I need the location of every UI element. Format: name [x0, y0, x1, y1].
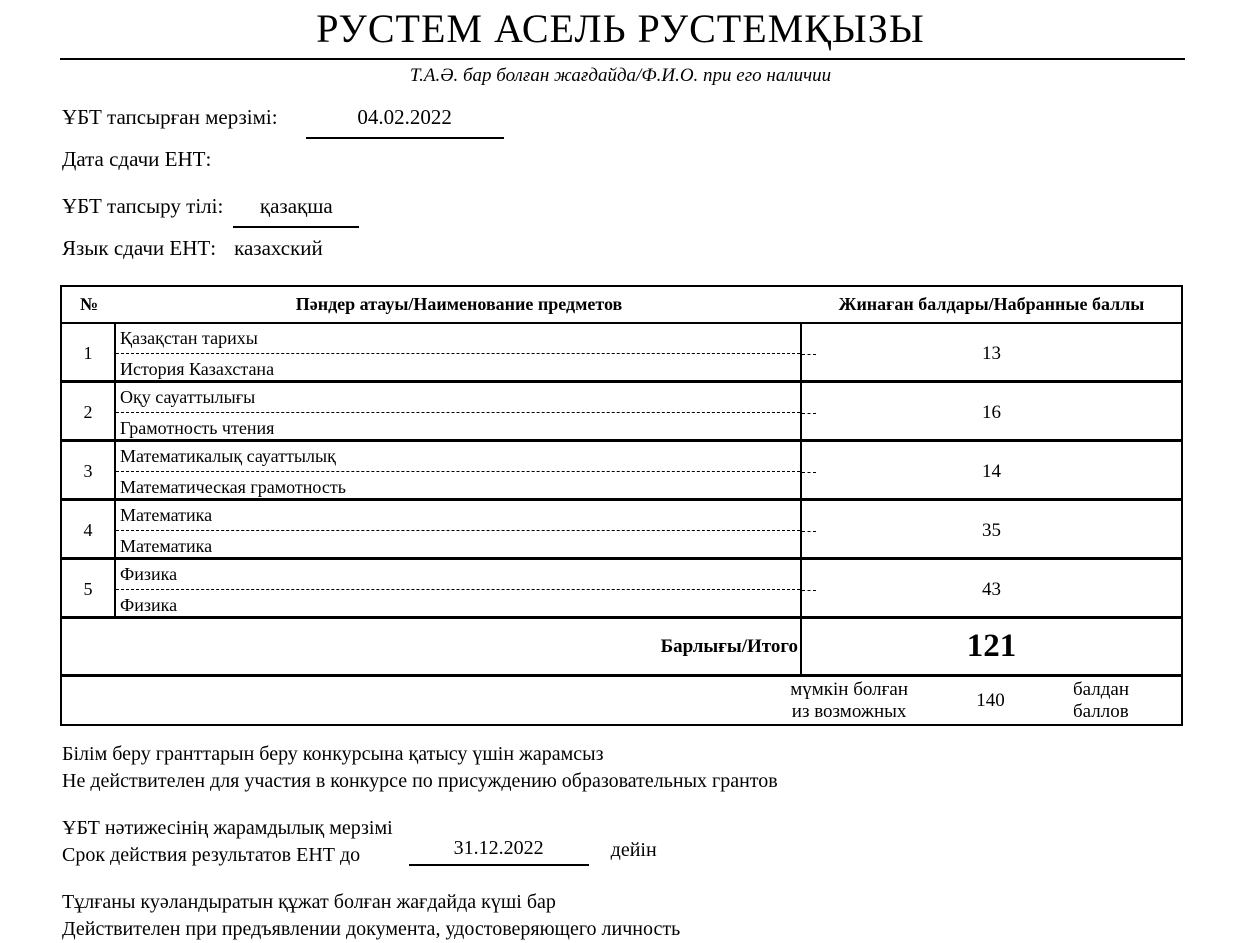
ent-language-row-kk [62, 191, 1241, 228]
score-cell: 13 [802, 324, 1181, 383]
identity-note-ru: Действителен при предъявлении документа, удостоверяющего личность [62, 918, 681, 940]
subject-cell [116, 324, 802, 383]
table-header-row [62, 287, 1181, 324]
subject-cell [116, 501, 802, 560]
row-number: 5 [62, 560, 116, 619]
title-caption: Т.А.Ә. бар болған жағдайда/Ф.И.О. при его наличии [409, 65, 832, 86]
score-cell: 16 [802, 383, 1181, 442]
validity-label-ru: Срок действия результатов ЕНТ до [62, 844, 361, 866]
ent-certificate-page [0, 6, 1241, 940]
possible-unit [1073, 679, 1181, 723]
subject-ru: Грамотность чтения [120, 418, 275, 438]
header-number: № [79, 294, 99, 314]
header-subject: Пәндер атауы/Наименование предметов [295, 294, 623, 314]
subject-cell [116, 442, 802, 501]
possible-value: 140 [976, 689, 1005, 711]
row-number: 3 [62, 442, 116, 501]
ent-date-label-ru: Дата сдачи ЕНТ: [62, 147, 212, 171]
title-underline [60, 58, 1185, 60]
identity-note [62, 889, 1241, 943]
total-score: 121 [966, 628, 1017, 664]
ent-language-label-kk: ҰБТ тапсыру тілі: [62, 194, 224, 218]
table-row [62, 383, 1181, 442]
subject-kk: Физика [116, 560, 800, 590]
ent-date-value: 04.02.2022 [306, 102, 504, 139]
table-row [62, 560, 1181, 619]
row-number: 4 [62, 501, 116, 560]
ent-date-row-ru [62, 144, 1241, 174]
page-title: РУСТЕМ АСЕЛЬ РУСТЕМҚЫЗЫ [316, 6, 925, 51]
row-number: 1 [62, 324, 116, 383]
possible-unit-ru: баллов [1073, 700, 1129, 722]
scores-table [60, 285, 1183, 726]
subject-ru: Физика [120, 595, 178, 615]
validity-until-label: дейін [610, 839, 657, 861]
grant-note [62, 741, 1241, 795]
table-row [62, 501, 1181, 560]
possible-label [790, 679, 908, 723]
grant-note-kk: Білім беру гранттарын беру конкурсына қатысу үшін жарамсыз [62, 743, 604, 765]
subject-kk: Оқу сауаттылығы [116, 383, 800, 413]
table-row [62, 324, 1181, 383]
header-score: Жинаған балдары/Набранные баллы [838, 294, 1145, 314]
subject-kk: Математикалық сауаттылық [116, 442, 800, 472]
subject-cell [116, 383, 802, 442]
validity-date: 31.12.2022 [409, 837, 589, 866]
possible-label-ru: из возможных [791, 700, 907, 722]
ent-date-label-kk: ҰБТ тапсырған мерзімі: [62, 105, 278, 129]
ent-date-row-kk [62, 102, 1241, 139]
possible-label-kk: мүмкін болған [790, 678, 908, 700]
total-label: Барлығы/Итого [62, 619, 802, 674]
ent-language-value-ru: казахский [234, 236, 323, 260]
validity-labels [62, 815, 393, 869]
validity-label-kk: ҰБТ нәтижесінің жарамдылық мерзімі [62, 817, 393, 839]
subject-kk: Математика [116, 501, 800, 531]
possible-score-row [62, 677, 1181, 724]
possible-unit-kk: балдан [1073, 678, 1130, 700]
subject-ru: Математика [120, 536, 213, 556]
grant-note-ru: Не действителен для участия в конкурсе по присуждению образовательных грантов [62, 770, 778, 792]
row-number: 2 [62, 383, 116, 442]
score-cell: 35 [802, 501, 1181, 560]
total-row [62, 619, 1181, 677]
fields-section [62, 102, 1241, 263]
identity-note-kk: Тұлғаны куәландыратын құжат болған жағдайда күші бар [62, 891, 556, 913]
subject-cell [116, 560, 802, 619]
score-cell: 43 [802, 560, 1181, 619]
subject-ru: История Казахстана [120, 359, 275, 379]
ent-language-row-ru [62, 233, 1241, 263]
validity-section [62, 815, 1241, 869]
subject-kk: Қазақстан тарихы [116, 324, 800, 354]
table-row [62, 442, 1181, 501]
ent-language-value-kk: қазақша [233, 191, 359, 228]
ent-language-label-ru: Язык сдачи ЕНТ: [62, 236, 217, 260]
score-cell: 14 [802, 442, 1181, 501]
subject-ru: Математическая грамотность [120, 477, 346, 497]
